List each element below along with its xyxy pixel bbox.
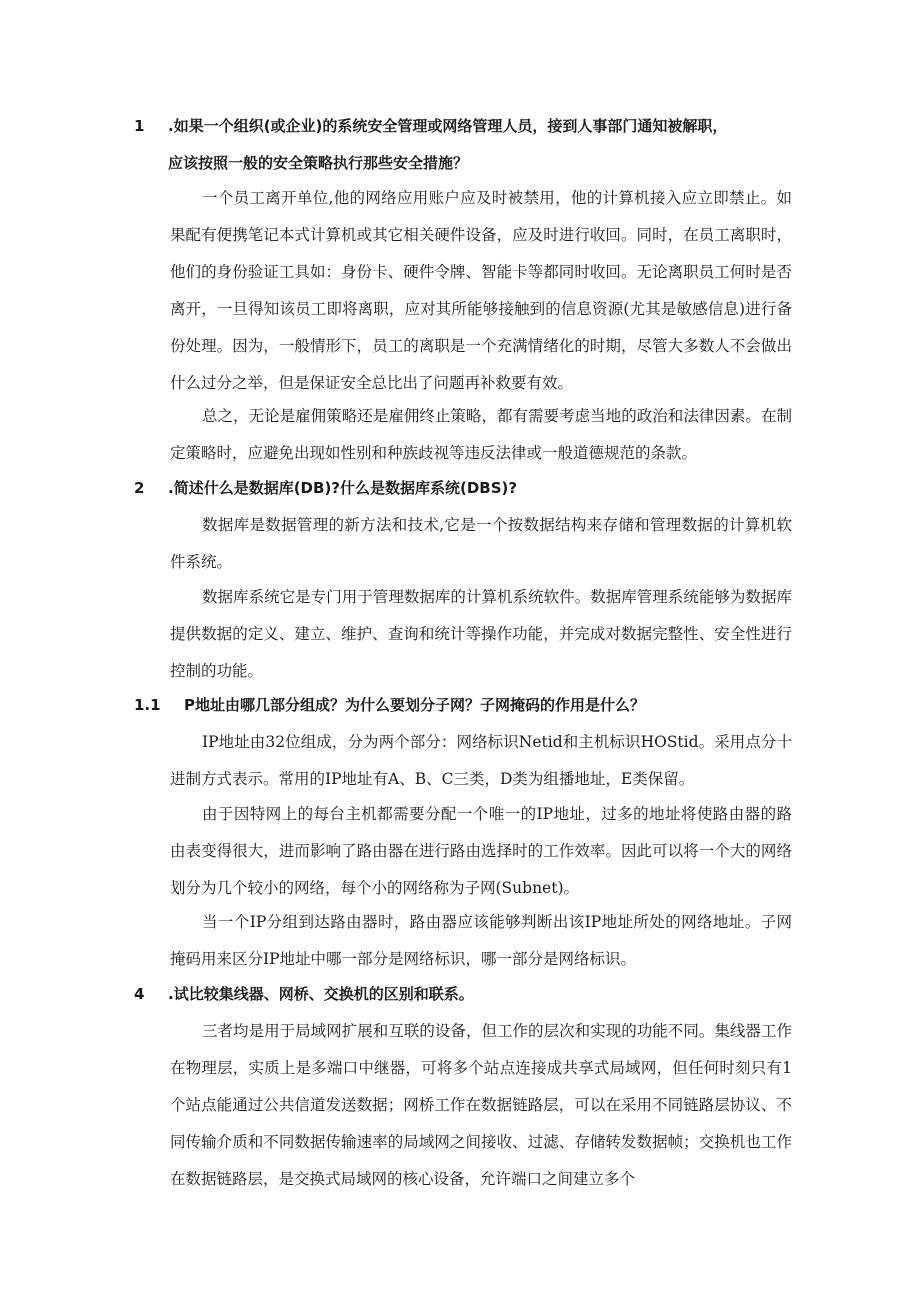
question-number: 2 xyxy=(134,479,145,497)
answer-paragraph: 总之，无论是雇佣策略还是雇佣终止策略，都有需要考虑当地的政治和法律因素。在制定策略时，应避免出现如性别和种族歧视等违反法律或一般道德规范的条款。 xyxy=(170,407,792,462)
question-title: .简述什么是数据库(DB)?什么是数据库系统(DBS)? xyxy=(168,479,518,497)
question-4-heading xyxy=(134,976,794,1013)
question-2-heading xyxy=(134,470,794,507)
answer-paragraph: 数据库系统它是专门用于管理数据库的计算机系统软件。数据库管理系统能够为数据库提供数据的定义、建立、维护、查询和统计等操作功能，并完成对数据完整性、安全性进行控制的功能。 xyxy=(170,588,792,680)
answer-paragraph: 数据库是数据管理的新方法和技术,它是一个按数据结构来存储和管理数据的计算机软件系统。 xyxy=(170,516,792,571)
question-title: .如果一个组织(或企业)的系统安全管理或网络管理人员，接到人事部门通知被解职， xyxy=(168,117,728,135)
answer-paragraph: 当一个IP分组到达路由器时，路由器应该能够判断出该IP地址所处的网络地址。子网掩码用来区分IP地址中哪一部分是网络标识，哪一部分是网络标识。 xyxy=(170,913,792,968)
question-title-continued: 应该按照一般的安全策略执行那些安全措施？ xyxy=(168,154,469,172)
question-3-heading xyxy=(134,687,794,724)
question-title: .试比较集线器、网桥、交换机的区别和联系。 xyxy=(168,985,474,1003)
answer-paragraph: 由于因特网上的每台主机都需要分配一个唯一的IP地址，过多的地址将使路由器的路由表变得很大，进而影响了路由器在进行路由选择时的工作效率。因此可以将一个大的网络划分为几个较小的网络，每个小的网络称为子网(Subnet)。 xyxy=(170,805,792,897)
question-title: P地址由哪几部分组成？为什么要划分子网？子网掩码的作用是什么？ xyxy=(184,696,645,714)
question-number: 4 xyxy=(134,985,145,1003)
question-number: 1.1 xyxy=(134,696,161,714)
answer-paragraph: 三者均是用于局域网扩展和互联的设备，但工作的层次和实现的功能不同。集线器工作在物理层，实质上是多端口中继器，可将多个站点连接成共享式局域网，但任何时刻只有1个站点能通过公共信道发送数据；网桥工作在数据链路层，可以在采用不同链路层协议、不同传输介质和不同数据传输速率的局域网之间接收、过滤、存储转发数据帧；交换机也工作在数据链路层，是交换式局域网的核心设备，允许端口之间建立多个 xyxy=(170,1022,792,1188)
answer-paragraph: 一个员工离开单位,他的网络应用账户应及时被禁用，他的计算机接入应立即禁止。如果配有便携笔记本式计算机或其它相关硬件设备，应及时进行收回。同时，在员工离职时，他们的身份验证工具如：身份卡、硬件令牌、智能卡等都同时收回。无论离职员工何时是否离开，一旦得知该员工即将离职，应对其所能够接触到的信息资源(尤其是敏感信息)进行备份处理。因为，一般情形下，员工的离职是一个充满情绪化的时期，尽管大多数人不会做出什么过分之举，但是保证安全总比出了问题再补救要有效。 xyxy=(170,189,792,392)
question-number: 1 xyxy=(134,117,145,135)
question-1-heading xyxy=(134,108,794,182)
answer-paragraph: IP地址由32位组成，分为两个部分：网络标识Netid和主机标识HOStid。采用点分十进制方式表示。常用的IP地址有A、B、C三类，D类为组播地址，E类保留。 xyxy=(170,733,792,788)
